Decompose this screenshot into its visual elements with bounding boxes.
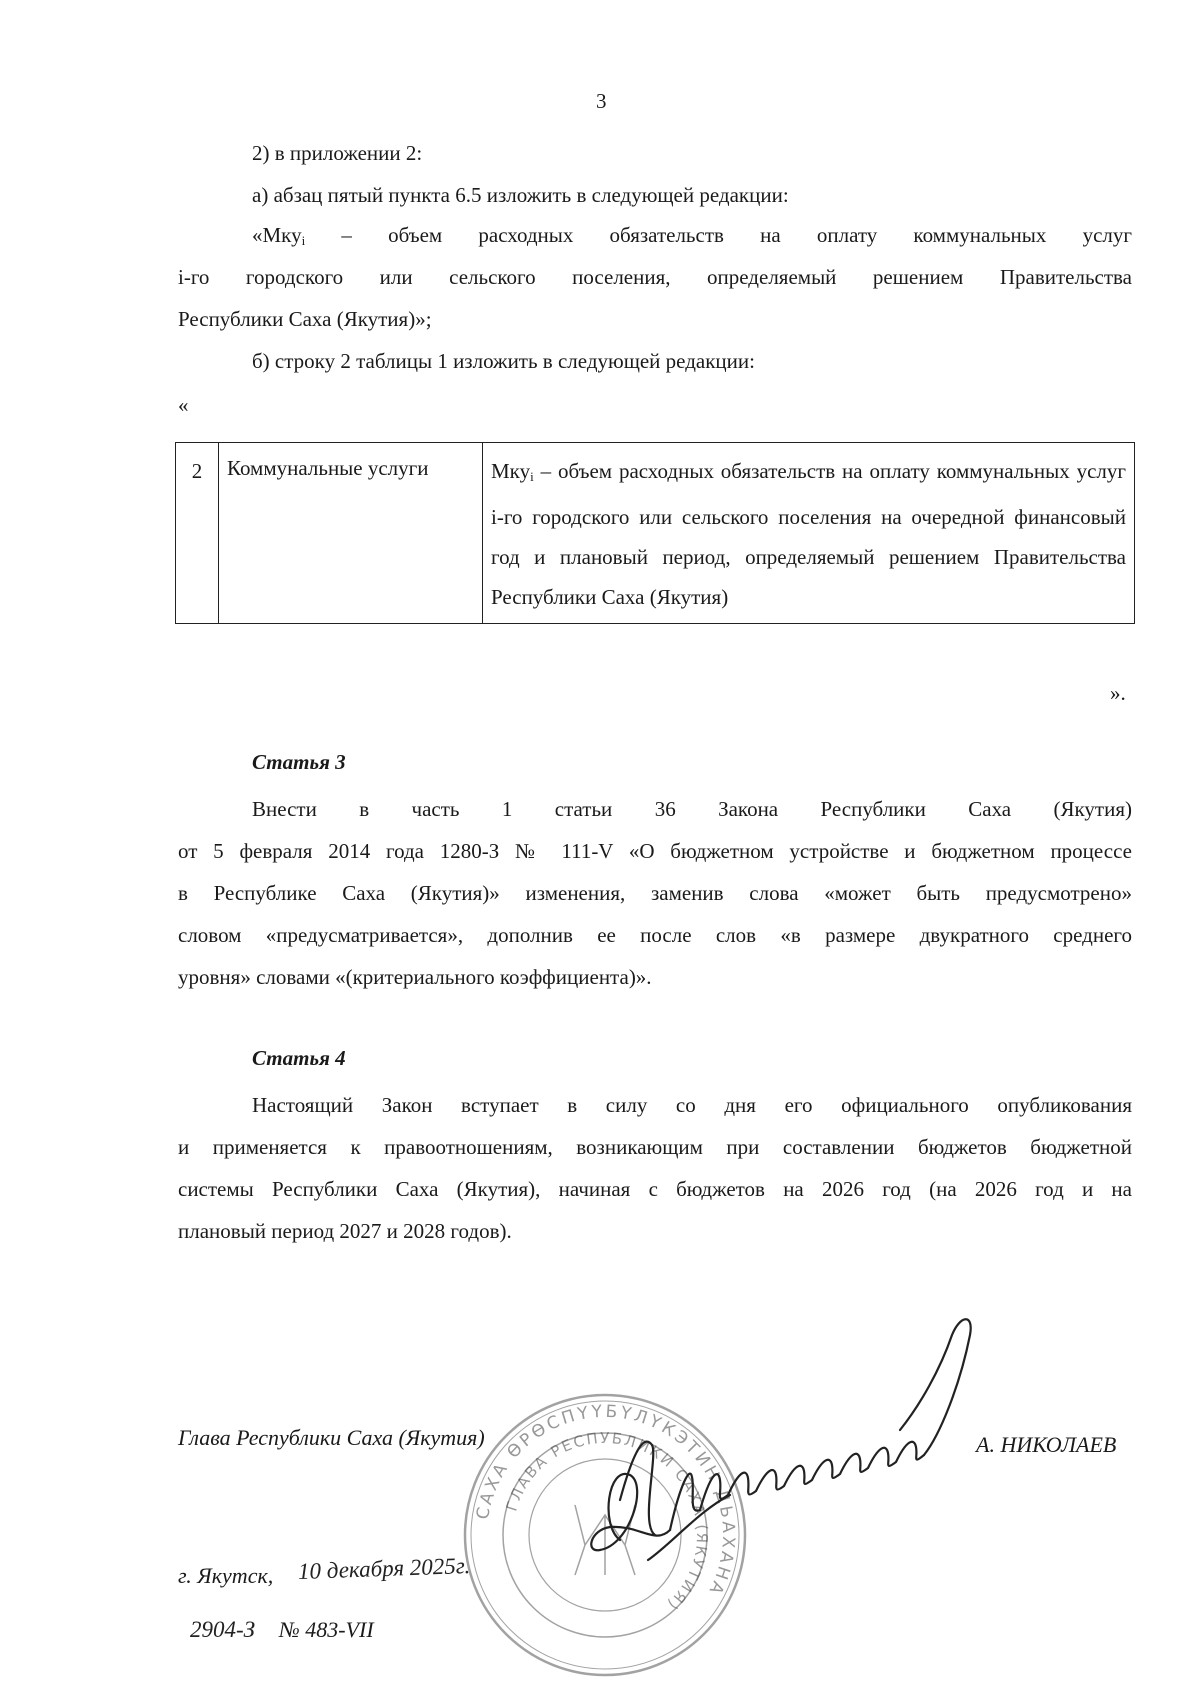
- table-row: [176, 443, 1135, 624]
- item-2: 2) в приложении 2:: [252, 141, 423, 165]
- quote-paragraph-line-1: [252, 222, 1132, 254]
- handwritten-signature: [560, 1295, 1020, 1595]
- quote-paragraph-line-2: i-го городского или сельского поселения, определяемый решением Правительства: [178, 265, 1132, 289]
- law-number: № 483-VII: [279, 1617, 374, 1642]
- article-4-line-4: плановый период 2027 и 2028 годов).: [178, 1219, 512, 1243]
- seal-inner-text: ГЛАВА РЕСПУБЛИКИ САХА (ЯКУТИЯ): [502, 1428, 712, 1615]
- article-3-line-5: уровня» словами «(критериального коэффициента)».: [178, 965, 652, 989]
- article-3-line-2: от 5 февраля 2014 года 1280-З № 111-V «О бюджетном устройстве и бюджетном процессе: [178, 839, 1132, 863]
- def-var-subscript: i: [530, 469, 534, 484]
- article-3-title: Статья 3: [252, 750, 346, 774]
- place: г. Якутск,: [178, 1563, 274, 1588]
- signatory-name: А. НИКОЛАЕВ: [976, 1432, 1117, 1457]
- open-quote: «: [178, 393, 189, 417]
- signatory-position: Глава Республики Саха (Якутия): [178, 1425, 485, 1450]
- quote-var: «Мку: [252, 223, 302, 247]
- def-text: – объем расходных обязательств на оплату коммунальных услуг i-го городского или сельского поселения на очередной финансовый год и плановый период, определяемый решением Правительства Республики Саха (Якутия): [491, 459, 1126, 609]
- seal-outer-text: САХА ӨРӨСПҮҮБҮЛҮКЭТИН ДЬАХАНА: [472, 1401, 739, 1600]
- amendment-table: [175, 442, 1135, 624]
- row-number: 2: [176, 443, 219, 624]
- article-3-line-4: словом «предусматривается», дополнив ее после слов «в размере двукратного среднего: [178, 923, 1132, 947]
- close-quote: ».: [1110, 681, 1126, 705]
- row-name: Коммунальные услуги: [219, 443, 483, 624]
- item-2b: б) строку 2 таблицы 1 изложить в следующей редакции:: [252, 349, 755, 373]
- article-3-line-3: в Республике Саха (Якутия)» изменения, заменив слова «может быть предусмотрено»: [178, 881, 1132, 905]
- quote-paragraph-line-3: Республики Саха (Якутия)»;: [178, 307, 432, 331]
- def-var: Мку: [491, 459, 531, 483]
- article-4-line-3: системы Республики Саха (Якутия), начиная с бюджетов на 2026 год (на 2026 год и на: [178, 1177, 1132, 1201]
- handwritten-number: 2904-З: [190, 1617, 256, 1642]
- article-3-line-1: Внести в часть 1 статьи 36 Закона Республики Саха (Якутия): [252, 797, 1132, 821]
- quote-text: – объем расходных обязательств на оплату коммунальных услуг: [305, 223, 1132, 247]
- article-4-line-1: Настоящий Закон вступает в силу со дня его официального опубликования: [252, 1093, 1132, 1117]
- quote-var-subscript: i: [301, 233, 306, 248]
- item-2a: а) абзац пятый пункта 6.5 изложить в следующей редакции:: [252, 183, 789, 207]
- page-number: 3: [596, 89, 607, 113]
- article-4-title: Статья 4: [252, 1046, 346, 1070]
- article-4-line-2: и применяется к правоотношениям, возникающим при составлении бюджетов бюджетной: [178, 1135, 1132, 1159]
- row-definition: [483, 443, 1135, 624]
- handwritten-date: 10 декабря 2025г.: [297, 1553, 471, 1584]
